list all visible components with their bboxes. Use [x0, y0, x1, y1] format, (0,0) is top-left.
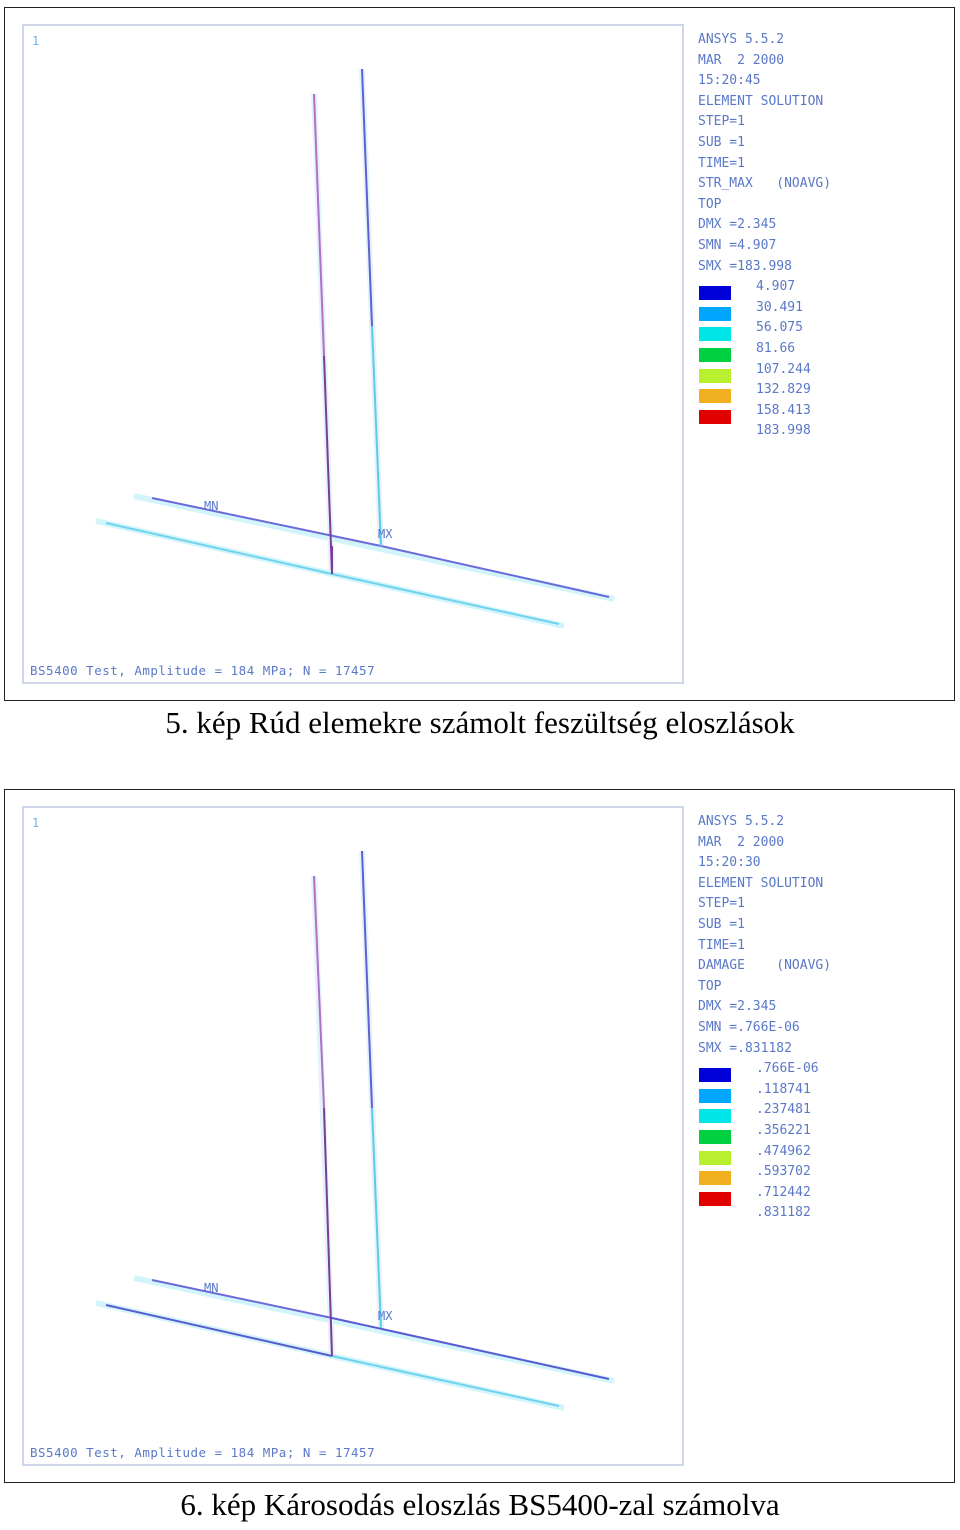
legend-label: .118741: [756, 1081, 811, 1097]
legend-label: 132.829: [756, 382, 811, 398]
legend-row: [698, 339, 948, 360]
legend-row: [698, 1142, 948, 1163]
legend-label: .712442: [756, 1184, 811, 1200]
legend-label: .356221: [756, 1122, 811, 1138]
legend-label: 107.244: [756, 361, 811, 377]
info-line: DMX =2.345: [698, 217, 777, 233]
color-legend-2: [698, 1059, 948, 1224]
beam-structure-plot-1: [24, 26, 684, 682]
info-line: ELEMENT SOLUTION: [698, 93, 824, 109]
info-line: SMX =.831182: [698, 1040, 792, 1056]
info-line: 15:20:30: [698, 855, 761, 871]
info-line: SMN =4.907: [698, 237, 777, 253]
plot-area-1: [22, 24, 684, 684]
legend-label: 56.075: [756, 320, 803, 336]
legend-row: [698, 318, 948, 339]
info-line: ELEMENT SOLUTION: [698, 875, 824, 891]
info-line: ANSYS 5.5.2: [698, 814, 785, 829]
beam-elements: [96, 851, 614, 1408]
mn-marker: MN: [204, 499, 219, 513]
info-line: SUB =1: [698, 134, 745, 150]
beam-elements: [96, 69, 614, 626]
legend-row: [698, 298, 948, 319]
legend-label: .831182: [756, 1205, 811, 1221]
legend-row: [698, 421, 948, 442]
info-line: SMX =183.998: [698, 258, 792, 274]
legend-label: .474962: [756, 1143, 811, 1159]
figure-caption-2: 6. kép Károsodás eloszlás BS5400-zal számolva: [180, 1487, 780, 1522]
legend-row: [698, 380, 948, 401]
legend-label: 81.66: [756, 340, 796, 356]
info-line: MAR 2 2000: [698, 52, 785, 68]
info-line: MAR 2 2000: [698, 834, 785, 850]
info-panel-1: [698, 30, 948, 442]
legend-row: [698, 360, 948, 381]
info-line: TIME=1: [698, 937, 745, 953]
figure-caption-1: 5. kép Rúd elemekre számolt feszültség eloszlások: [165, 705, 795, 740]
info-line: TOP: [698, 196, 722, 212]
mx-marker: MX: [378, 527, 393, 541]
window-number: 1: [32, 816, 40, 830]
info-line: DMX =2.345: [698, 999, 777, 1015]
legend-row: [698, 1100, 948, 1121]
info-line: STR_MAX (NOAVG): [698, 176, 832, 192]
info-line: DAMAGE (NOAVG): [698, 958, 832, 974]
legend-label: 158.413: [756, 402, 811, 418]
legend-row: [698, 1059, 948, 1080]
legend-label: .593702: [756, 1164, 811, 1180]
legend-row: [698, 277, 948, 298]
legend-label: .237481: [756, 1102, 811, 1118]
info-line: SUB =1: [698, 916, 745, 932]
plot-footer-text: BS5400 Test, Amplitude = 184 MPa; N = 17457: [30, 1445, 376, 1460]
legend-label: 30.491: [756, 299, 803, 315]
info-line: TOP: [698, 978, 722, 994]
color-legend-1: [698, 277, 948, 442]
info-line: SMN =.766E-06: [698, 1019, 800, 1035]
beam-structure-plot-2: [24, 808, 684, 1464]
plot-area-2: [22, 806, 684, 1466]
mx-marker: MX: [378, 1309, 393, 1323]
legend-row: [698, 1203, 948, 1224]
legend-label: .766E-06: [756, 1061, 819, 1077]
info-line: TIME=1: [698, 155, 745, 171]
figure-1: [4, 7, 955, 701]
figure-2: [4, 789, 955, 1483]
legend-label: 183.998: [756, 423, 811, 439]
info-line: STEP=1: [698, 114, 745, 130]
legend-row: [698, 1121, 948, 1142]
mn-marker: MN: [204, 1281, 219, 1295]
info-line: 15:20:45: [698, 73, 761, 89]
legend-row: [698, 1162, 948, 1183]
plot-footer-text: BS5400 Test, Amplitude = 184 MPa; N = 17457: [30, 663, 376, 678]
legend-row: [698, 1183, 948, 1204]
legend-row: [698, 1080, 948, 1101]
info-line: ANSYS 5.5.2: [698, 32, 785, 47]
legend-row: [698, 401, 948, 422]
legend-label: 4.907: [756, 279, 796, 295]
info-line: STEP=1: [698, 896, 745, 912]
window-number: 1: [32, 34, 40, 48]
info-panel-2: [698, 812, 948, 1224]
